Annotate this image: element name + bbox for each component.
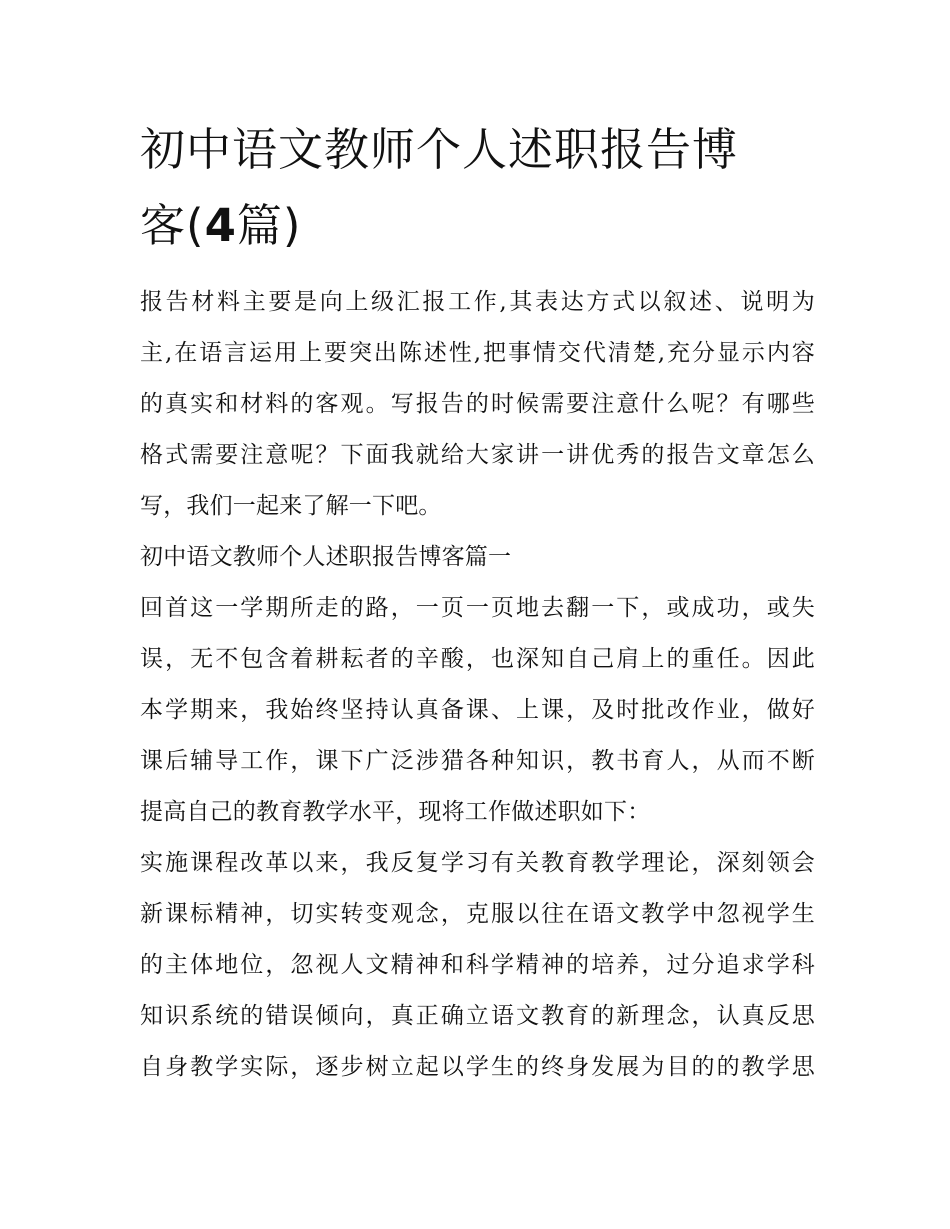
title-line-1: 初中语文教师个人述职报告博 (140, 123, 739, 176)
paragraph-1 (140, 583, 815, 838)
text-line: 新课标精神，切实转变观念，克服以往在语文教学中忽视学生 (140, 901, 815, 927)
text-line: 回首这一学期所走的路，一页一页地去翻一下，或成功，或失 (140, 595, 815, 621)
title-count: 4 (204, 199, 237, 252)
text-line: 提高自己的教育教学水平，现将工作做述职如下： (140, 799, 651, 825)
text-line: 误，无不包含着耕耘者的辛酸，也深知自己肩上的重任。因此 (140, 646, 815, 672)
text-line: 实施课程改革以来，我反复学习有关教育教学理论，深刻领会 (140, 850, 815, 876)
text-line: 报告材料主要是向上级汇报工作,其表达方式以叙述、说明为 (140, 289, 815, 315)
paragraph-2 (140, 838, 815, 1093)
title-line-2-suffix: 篇) (236, 199, 302, 252)
text-line: 主,在语言运用上要突出陈述性,把事情交代清楚,充分显示内容 (140, 340, 815, 366)
title-line-2-prefix: 客( (140, 199, 205, 252)
intro-paragraph (140, 277, 815, 532)
text-line: 自身教学实际，逐步树立起以学生的终身发展为目的的教学思 (140, 1054, 815, 1080)
text-line: 的真实和材料的客观。写报告的时候需要注意什么呢？有哪些 (140, 391, 815, 417)
text-line: 写，我们一起来了解一下吧。 (140, 493, 442, 519)
section-heading: 初中语文教师个人述职报告博客篇一 (140, 544, 512, 570)
text-line: 课后辅导工作，课下广泛涉猎各种知识，教书育人，从而不断 (140, 748, 815, 774)
text-line: 格式需要注意呢？下面我就给大家讲一讲优秀的报告文章怎么 (140, 442, 815, 468)
text-line: 知识系统的错误倾向，真正确立语文教育的新理念，认真反思 (140, 1003, 815, 1029)
text-line: 本学期来，我始终坚持认真备课、上课，及时批改作业，做好 (140, 697, 815, 723)
document-title (140, 112, 820, 264)
text-line: 的主体地位，忽视人文精神和科学精神的培养，过分追求学科 (140, 952, 815, 978)
document-body (140, 277, 815, 1093)
